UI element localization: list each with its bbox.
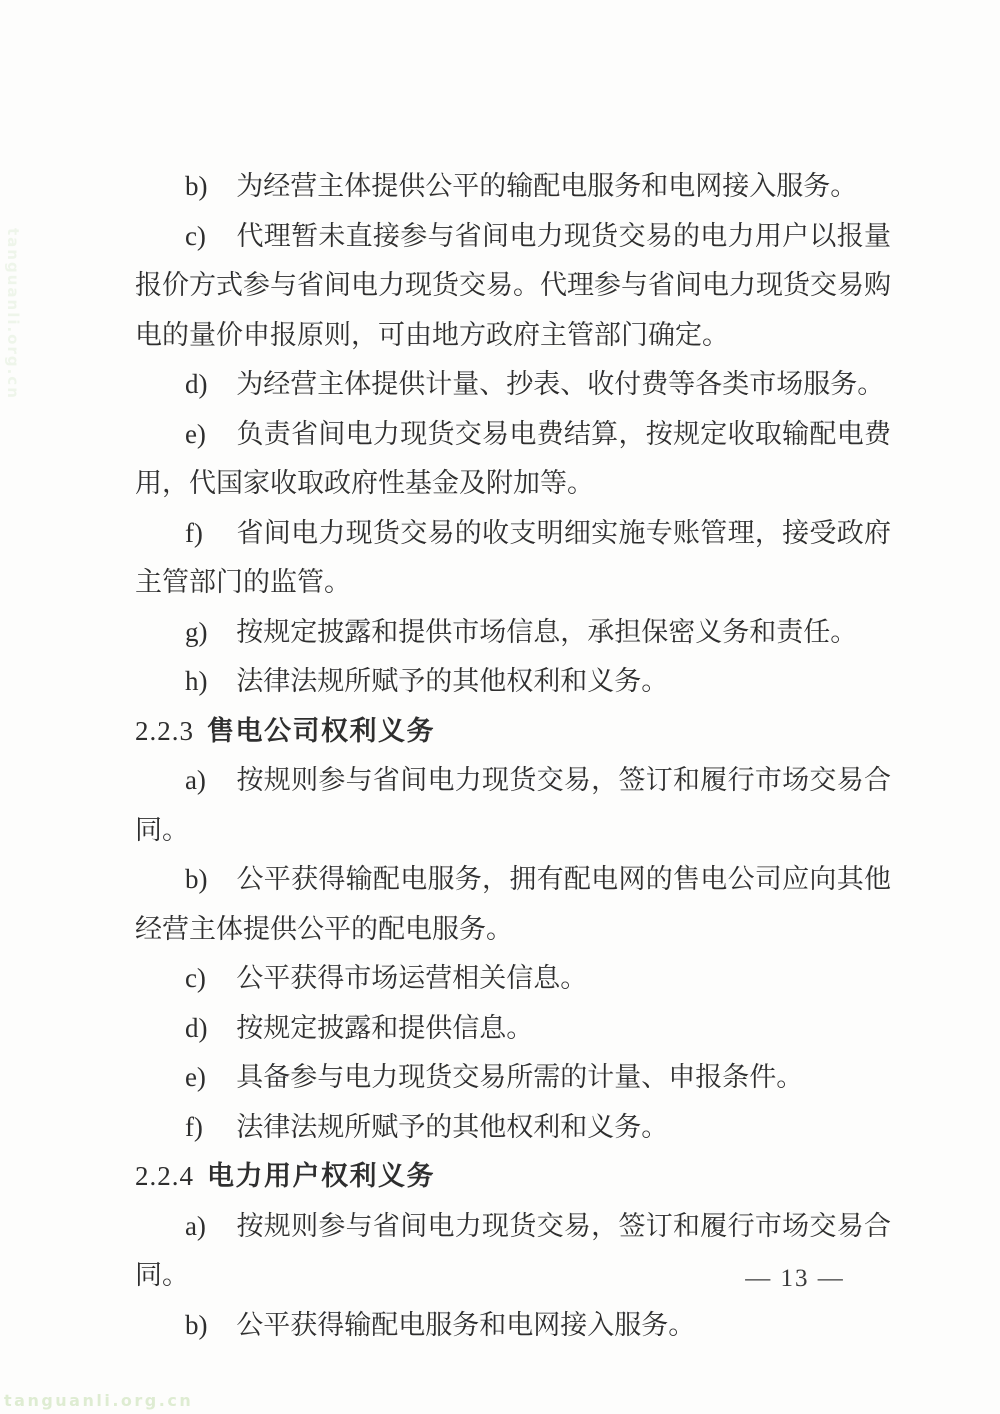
item-label: g) xyxy=(184,616,208,647)
list-item xyxy=(135,855,891,954)
item-label: a) xyxy=(184,765,206,795)
item-label: e) xyxy=(184,418,206,449)
item-label: e) xyxy=(184,1062,206,1092)
list-item xyxy=(135,1103,891,1153)
item-text: 按规定披露和提供市场信息，承担保密义务和责任。 xyxy=(236,616,858,647)
item-label: c) xyxy=(184,220,206,251)
item-label: b) xyxy=(184,171,208,201)
heading-title: 售电公司权利义务 xyxy=(207,715,435,746)
list-item xyxy=(135,608,891,658)
item-label: d) xyxy=(184,369,208,399)
item-text: 公平获得输配电服务和电网接入服务。 xyxy=(236,1309,696,1340)
list-item xyxy=(135,756,891,855)
item-label: b) xyxy=(184,864,208,894)
list-item xyxy=(135,954,891,1004)
item-text: 为经营主体提供公平的输配电服务和电网接入服务。 xyxy=(236,171,858,201)
item-text: 具备参与电力现货交易所需的计量、申报条件。 xyxy=(236,1062,804,1092)
item-text: 负责省间电力现货交易电费结算，按规定收取输配电费用，代国家收取政府性基金及附加等。 xyxy=(135,418,891,498)
item-text: 按规则参与省间电力现货交易，签订和履行市场交易合同。 xyxy=(135,765,891,845)
list-item xyxy=(135,410,891,509)
list-item xyxy=(135,657,891,707)
item-label: c) xyxy=(184,963,206,993)
item-text: 公平获得输配电服务，拥有配电网的售电公司应向其他经营主体提供公平的配电服务。 xyxy=(135,864,891,944)
list-item xyxy=(135,509,891,608)
item-text: 法律法规所赋予的其他权利和义务。 xyxy=(236,666,669,696)
list-item xyxy=(135,162,891,212)
list-item xyxy=(135,212,891,361)
item-text: 公平获得市场运营相关信息。 xyxy=(236,963,588,993)
list-item xyxy=(135,1053,891,1103)
item-label: f) xyxy=(184,1111,203,1142)
item-text: 代理暂未直接参与省间电力现货交易的电力用户以报量报价方式参与省间电力现货交易。代理参与省间电力现货交易购电的量价申报原则，可由地方政府主管部门确定。 xyxy=(135,220,891,350)
page-number: — 13 — xyxy=(745,1265,845,1292)
item-text: 按规则参与省间电力现货交易，签订和履行市场交易合同。 xyxy=(135,1210,891,1290)
item-label: h) xyxy=(184,666,208,696)
item-label: f) xyxy=(184,517,203,548)
list-item xyxy=(135,1301,891,1351)
item-label: d) xyxy=(184,1012,208,1043)
section-heading xyxy=(135,707,891,757)
item-text: 按规定披露和提供信息。 xyxy=(236,1012,534,1043)
heading-title: 电力用户权利义务 xyxy=(207,1161,435,1191)
document-content xyxy=(135,162,891,1350)
item-label: b) xyxy=(184,1309,208,1340)
bottom-watermark: tanguanli.org.cn xyxy=(4,1391,194,1410)
section-heading xyxy=(135,1152,891,1202)
item-label: a) xyxy=(184,1210,206,1241)
list-item xyxy=(135,360,891,410)
heading-number: 2.2.3 xyxy=(135,715,194,746)
list-item xyxy=(135,1004,891,1054)
item-text: 法律法规所赋予的其他权利和义务。 xyxy=(236,1111,669,1142)
heading-number: 2.2.4 xyxy=(135,1161,194,1191)
side-watermark: tanguanli.org.cn xyxy=(4,228,22,400)
item-text: 省间电力现货交易的收支明细实施专账管理，接受政府主管部门的监管。 xyxy=(135,517,891,597)
item-text: 为经营主体提供计量、抄表、收付费等各类市场服务。 xyxy=(236,369,885,399)
